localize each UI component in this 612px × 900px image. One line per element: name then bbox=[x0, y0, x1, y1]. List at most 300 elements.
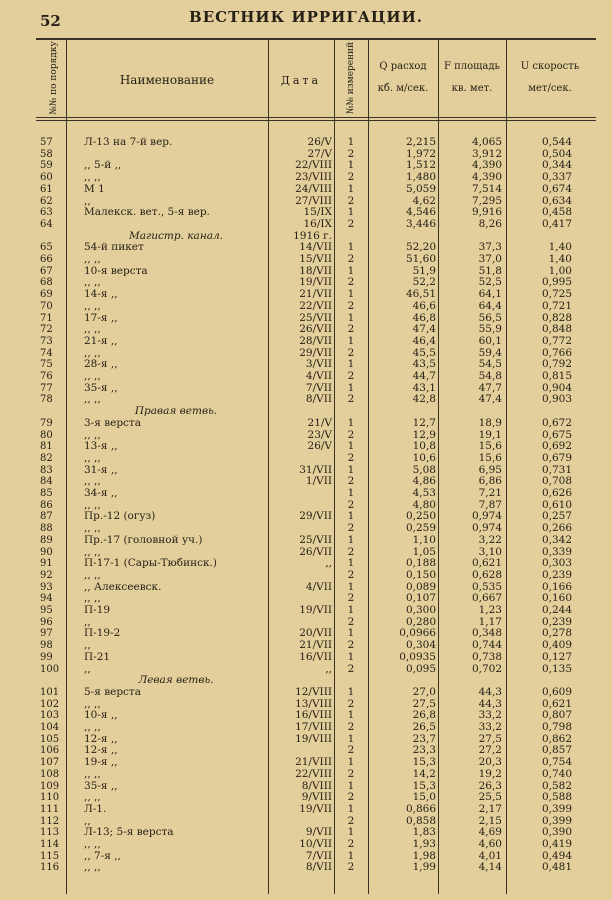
row-measurement: 1 bbox=[347, 849, 355, 862]
row-measurement: 1 bbox=[347, 709, 355, 722]
row-discharge: 0,858 bbox=[405, 814, 436, 827]
row-area: 15,6 bbox=[478, 451, 502, 464]
row-discharge: 26,5 bbox=[412, 721, 436, 733]
row-number: 101 bbox=[40, 686, 60, 698]
row-discharge: 51,60 bbox=[405, 253, 436, 265]
header-q-1: Q расход bbox=[379, 61, 427, 72]
row-velocity: 0,399 bbox=[541, 802, 572, 815]
row-area: 47,7 bbox=[478, 381, 502, 394]
row-name: ,, ,, bbox=[84, 370, 101, 382]
row-area: 20,3 bbox=[478, 756, 502, 769]
row-discharge: 23,7 bbox=[412, 732, 436, 745]
row-date: 10/VII bbox=[299, 838, 332, 850]
row-area: 0,621 bbox=[471, 557, 502, 570]
row-number: 111 bbox=[40, 803, 60, 815]
row-measurement: 2 bbox=[347, 428, 355, 441]
row-velocity: 0,244 bbox=[541, 604, 572, 616]
row-discharge: 51,9 bbox=[412, 264, 436, 277]
row-name: ,, ,, bbox=[84, 299, 101, 312]
row-number: 113 bbox=[40, 827, 60, 839]
row-discharge: 1,10 bbox=[412, 533, 436, 546]
row-date: 7/VII bbox=[305, 381, 332, 394]
row-velocity: 0,815 bbox=[541, 370, 572, 382]
row-measurement: 1 bbox=[347, 358, 355, 371]
row-date: 8/VIII bbox=[301, 779, 332, 792]
row-discharge: 15,3 bbox=[412, 779, 436, 792]
row-date: 25/VII bbox=[299, 311, 332, 324]
row-name: П-21 bbox=[84, 650, 111, 663]
row-name: ,, ,, bbox=[84, 592, 101, 605]
row-measurement: 2 bbox=[347, 299, 355, 312]
row-area: 6,86 bbox=[478, 475, 502, 488]
row-measurement: 1 bbox=[347, 732, 355, 745]
row-date: 26/VII bbox=[299, 323, 332, 336]
header-u-1: U скорость bbox=[520, 61, 580, 72]
row-number: 102 bbox=[40, 698, 60, 710]
row-velocity: 0,675 bbox=[541, 428, 572, 441]
row-number: 99 bbox=[40, 651, 53, 663]
row-number: 70 bbox=[40, 300, 53, 312]
row-number: 109 bbox=[40, 780, 60, 792]
row-number: 114 bbox=[40, 839, 60, 850]
row-name: 3-я верста bbox=[84, 416, 141, 429]
row-measurement: 2 bbox=[347, 838, 355, 850]
row-discharge: 0,250 bbox=[405, 510, 436, 523]
row-area: 37,0 bbox=[478, 253, 502, 265]
row-number: 68 bbox=[40, 277, 53, 289]
row-number: 83 bbox=[40, 464, 53, 476]
row-area: 4,14 bbox=[478, 861, 502, 874]
row-name: 54-й пикет bbox=[84, 241, 144, 254]
row-measurement: 2 bbox=[347, 498, 355, 511]
row-measurement: 1 bbox=[347, 311, 355, 324]
row-discharge: 1,93 bbox=[412, 838, 436, 850]
row-date: 1/VII bbox=[305, 475, 332, 488]
row-measurement: 1 bbox=[347, 463, 355, 476]
row-measurement: 2 bbox=[347, 592, 355, 605]
row-date: 14/VII bbox=[299, 241, 332, 254]
row-date: 21/V bbox=[307, 416, 332, 429]
row-area: 54,5 bbox=[478, 358, 502, 371]
row-date: 26/V bbox=[307, 440, 332, 453]
row-measurement: 2 bbox=[347, 370, 355, 382]
row-area: 9,916 bbox=[471, 206, 502, 219]
row-area: 44,3 bbox=[478, 697, 502, 710]
row-measurement: 2 bbox=[347, 721, 355, 733]
col-rule-6 bbox=[506, 39, 507, 894]
row-discharge: 0,280 bbox=[405, 615, 436, 628]
col-rule-1 bbox=[66, 39, 67, 894]
row-velocity: 0,303 bbox=[541, 557, 572, 570]
row-date: 3/VII bbox=[305, 358, 332, 371]
row-discharge: 0,304 bbox=[405, 639, 436, 652]
row-discharge: 0,150 bbox=[405, 568, 436, 581]
row-measurement: 2 bbox=[347, 791, 355, 804]
row-number: 74 bbox=[40, 347, 53, 359]
row-velocity: 0,798 bbox=[541, 721, 572, 733]
row-number: 66 bbox=[40, 254, 53, 265]
row-area: 7,21 bbox=[478, 487, 502, 499]
row-name: ,, ,, bbox=[84, 545, 101, 558]
row-measurement: 1 bbox=[347, 627, 355, 640]
table-top-rule bbox=[36, 38, 596, 40]
row-name: ,, ,, bbox=[84, 346, 101, 359]
row-name: Пр.-17 (головной уч.) bbox=[84, 533, 203, 546]
row-date: 28/VII bbox=[299, 334, 332, 347]
row-area: 1,17 bbox=[478, 615, 502, 628]
row-velocity: 0,337 bbox=[541, 171, 572, 184]
row-name: ,, ,, bbox=[84, 276, 101, 289]
row-velocity: 0,995 bbox=[541, 276, 572, 289]
row-number: 92 bbox=[40, 569, 53, 581]
row-area: 4,69 bbox=[478, 826, 502, 839]
row-area: 3,22 bbox=[478, 533, 502, 546]
row-area: 4,390 bbox=[471, 159, 502, 172]
row-velocity: 0,626 bbox=[541, 487, 572, 499]
row-measurement: 2 bbox=[347, 171, 355, 184]
row-name: 10-я ,, bbox=[84, 709, 118, 722]
row-number: 64 bbox=[40, 218, 53, 230]
row-name: Малекск. вет., 5-я вер. bbox=[84, 206, 210, 219]
row-number: 105 bbox=[40, 733, 60, 745]
row-velocity: 0,239 bbox=[541, 615, 572, 628]
row-name: Л-13; 5-я верста bbox=[84, 826, 174, 839]
row-area: 60,1 bbox=[478, 334, 502, 347]
row-discharge: 14,2 bbox=[412, 767, 436, 780]
row-discharge: 46,4 bbox=[412, 334, 436, 347]
row-area: 4,390 bbox=[471, 171, 502, 184]
row-date: ,, bbox=[325, 557, 332, 570]
row-number: 75 bbox=[40, 359, 53, 371]
row-velocity: 0,588 bbox=[541, 791, 572, 804]
row-name: ,, Алексеевск. bbox=[84, 580, 162, 593]
row-name: ,, ,, bbox=[84, 697, 101, 710]
row-number: 93 bbox=[40, 581, 53, 593]
row-measurement: 2 bbox=[347, 522, 355, 535]
row-area: 52,5 bbox=[478, 276, 502, 289]
row-measurement: 1 bbox=[347, 604, 355, 616]
row-discharge: 15,0 bbox=[412, 791, 436, 804]
header-bottom-rule-2 bbox=[36, 120, 596, 121]
row-number: 87 bbox=[40, 511, 53, 523]
row-discharge: 43,1 bbox=[412, 381, 436, 394]
row-date: 20/VII bbox=[299, 627, 332, 640]
row-area: 0,974 bbox=[471, 510, 502, 523]
row-velocity: 0,692 bbox=[541, 440, 572, 453]
row-date: 27/V bbox=[307, 147, 332, 160]
row-area: 4,065 bbox=[471, 136, 502, 148]
row-date: 19/VII bbox=[299, 802, 332, 815]
row-number: 88 bbox=[40, 523, 53, 535]
row-number: 98 bbox=[40, 640, 53, 652]
row-discharge: 27,0 bbox=[412, 685, 436, 698]
row-velocity: 0,409 bbox=[541, 639, 572, 652]
row-area: 8,26 bbox=[478, 217, 502, 230]
row-number: 61 bbox=[40, 183, 53, 195]
row-measurement: 2 bbox=[347, 393, 355, 406]
row-number: 112 bbox=[40, 815, 60, 827]
row-date: 31/VII bbox=[299, 463, 332, 476]
row-number: 79 bbox=[40, 417, 53, 429]
row-measurement: 1 bbox=[347, 440, 355, 453]
row-velocity: 0,160 bbox=[541, 592, 572, 605]
row-measurement: 2 bbox=[347, 217, 355, 230]
row-measurement: 1 bbox=[347, 650, 355, 663]
row-measurement: 1 bbox=[347, 288, 355, 301]
row-discharge: 52,2 bbox=[412, 276, 436, 289]
row-number: 85 bbox=[40, 488, 53, 499]
row-date: 15/IX bbox=[303, 206, 332, 219]
row-measurement: 1 bbox=[347, 779, 355, 792]
row-discharge: 1,05 bbox=[412, 545, 436, 558]
row-measurement: 2 bbox=[347, 615, 355, 628]
row-area: 27,2 bbox=[478, 744, 502, 757]
row-velocity: 0,390 bbox=[541, 826, 572, 839]
row-area: 33,2 bbox=[478, 721, 502, 733]
row-name: ,, 5-й ,, bbox=[84, 159, 122, 172]
row-discharge: 5,08 bbox=[412, 463, 436, 476]
row-date: 21/VII bbox=[299, 639, 332, 652]
row-measurement: 2 bbox=[347, 639, 355, 652]
row-date: 21/VIII bbox=[295, 756, 332, 769]
row-name: ,, ,, bbox=[84, 253, 101, 265]
row-area: 44,3 bbox=[478, 685, 502, 698]
section-heading: Левая ветвь. bbox=[138, 674, 214, 687]
row-measurement: 2 bbox=[347, 697, 355, 710]
row-measurement: 2 bbox=[347, 662, 355, 675]
row-number: 58 bbox=[40, 148, 53, 160]
row-measurement: 2 bbox=[347, 767, 355, 780]
row-discharge: 42,8 bbox=[412, 393, 436, 406]
row-discharge: 27,5 bbox=[412, 697, 436, 710]
row-name: ,, ,, bbox=[84, 171, 101, 184]
row-discharge: 4,86 bbox=[412, 475, 436, 488]
row-name: 5-я верста bbox=[84, 685, 141, 698]
row-area: 55,9 bbox=[478, 323, 502, 336]
row-number: 97 bbox=[40, 628, 53, 640]
row-velocity: 0,679 bbox=[541, 451, 572, 464]
row-name: 35-я ,, bbox=[84, 779, 118, 792]
row-number: 104 bbox=[40, 722, 60, 733]
row-measurement: 2 bbox=[347, 276, 355, 289]
row-number: 81 bbox=[40, 441, 53, 453]
header-f-2: кв. мет. bbox=[451, 83, 493, 94]
row-name: 31-я ,, bbox=[84, 463, 118, 476]
row-area: 0,974 bbox=[471, 522, 502, 535]
row-discharge: 47,4 bbox=[412, 323, 436, 336]
header-name: Наименование bbox=[119, 73, 215, 87]
row-date: 16/VIII bbox=[295, 709, 332, 722]
row-number: 89 bbox=[40, 534, 53, 546]
row-measurement: 2 bbox=[347, 475, 355, 488]
row-number: 77 bbox=[40, 382, 53, 394]
row-name: ,, bbox=[84, 639, 91, 652]
row-date: 29/VII bbox=[299, 346, 332, 359]
row-name: 13-я ,, bbox=[84, 440, 118, 453]
row-area: 3,10 bbox=[478, 545, 502, 558]
row-name: ,, ,, bbox=[84, 428, 101, 441]
row-area: 26,3 bbox=[478, 779, 502, 792]
row-date: 13/VIII bbox=[295, 697, 332, 710]
row-measurement: 2 bbox=[347, 545, 355, 558]
row-discharge: 1,512 bbox=[405, 159, 436, 172]
row-number: 115 bbox=[40, 850, 60, 862]
row-name: ,, ,, bbox=[84, 721, 101, 733]
header-f-1: F площадь bbox=[443, 61, 500, 72]
row-discharge: 1,98 bbox=[412, 849, 436, 862]
row-date: 25/VII bbox=[299, 533, 332, 546]
row-name: ,, bbox=[84, 615, 91, 628]
row-velocity: 0,257 bbox=[541, 510, 572, 523]
row-discharge: 0,107 bbox=[405, 592, 436, 605]
row-velocity: 0,807 bbox=[541, 709, 572, 722]
row-area: 4,01 bbox=[478, 849, 502, 862]
row-measurement: 1 bbox=[347, 826, 355, 839]
row-date: 8/VII bbox=[305, 861, 332, 874]
row-name: 14-я ,, bbox=[84, 288, 118, 301]
row-name: П-19-2 bbox=[84, 627, 121, 640]
row-date: 7/VII bbox=[305, 849, 332, 862]
row-discharge: 1,99 bbox=[412, 861, 436, 874]
row-discharge: 2,215 bbox=[405, 136, 436, 148]
row-date: 22/VIII bbox=[295, 767, 332, 780]
row-name: 12-я ,, bbox=[84, 732, 118, 745]
row-number: 86 bbox=[40, 499, 53, 511]
row-date: 19/VIII bbox=[295, 732, 332, 745]
header-date: Дата bbox=[280, 74, 322, 87]
row-measurement: 2 bbox=[347, 194, 355, 207]
row-number: 100 bbox=[40, 663, 60, 675]
row-name: Л-13 на 7-й вер. bbox=[84, 136, 173, 148]
row-measurement: 2 bbox=[347, 568, 355, 581]
row-measurement: 1 bbox=[347, 182, 355, 195]
row-number: 63 bbox=[40, 207, 53, 219]
row-velocity: 0,772 bbox=[541, 334, 572, 347]
row-area: 7,295 bbox=[471, 194, 502, 207]
row-date: 23/VIII bbox=[295, 171, 332, 184]
section-heading: Магистр. канал. bbox=[128, 229, 224, 242]
row-measurement: 1 bbox=[347, 487, 355, 499]
row-name: 19-я ,, bbox=[84, 756, 118, 769]
row-velocity: 0,344 bbox=[541, 159, 572, 172]
row-number: 103 bbox=[40, 710, 60, 722]
row-measurement: 2 bbox=[347, 451, 355, 464]
row-name: П-19 bbox=[84, 604, 111, 616]
row-discharge: 4,546 bbox=[405, 206, 436, 219]
row-discharge: 44,7 bbox=[412, 370, 436, 382]
row-discharge: 0,259 bbox=[405, 522, 436, 535]
row-velocity: 0,862 bbox=[541, 732, 572, 745]
row-number: 69 bbox=[40, 289, 53, 301]
row-name: 10-я верста bbox=[84, 264, 148, 277]
row-discharge: 46,6 bbox=[412, 299, 436, 312]
row-velocity: 0,672 bbox=[541, 416, 572, 429]
row-date: 21/VII bbox=[299, 288, 332, 301]
row-discharge: 0,866 bbox=[405, 802, 436, 815]
row-date: 15/VII bbox=[299, 253, 332, 265]
row-date: 4/VII bbox=[305, 370, 332, 382]
row-velocity: 0,458 bbox=[541, 206, 572, 219]
row-discharge: 1,972 bbox=[405, 147, 436, 160]
row-area: 7,514 bbox=[471, 182, 502, 195]
row-velocity: 0,481 bbox=[541, 861, 572, 874]
row-discharge: 26,8 bbox=[412, 709, 436, 722]
row-number: 107 bbox=[40, 757, 60, 769]
row-name: ,, ,, bbox=[84, 393, 101, 406]
row-area: 56,5 bbox=[478, 311, 502, 324]
row-discharge: 15,3 bbox=[412, 756, 436, 769]
row-area: 0,738 bbox=[471, 650, 502, 663]
row-discharge: 46,51 bbox=[405, 288, 436, 301]
row-velocity: 0,792 bbox=[541, 358, 572, 371]
row-name: 28-я ,, bbox=[84, 358, 118, 371]
row-velocity: 0,544 bbox=[541, 136, 572, 148]
row-name: 35-я ,, bbox=[84, 381, 118, 394]
row-velocity: 0,417 bbox=[541, 217, 572, 230]
row-measurement: 1 bbox=[347, 533, 355, 546]
row-measurement: 1 bbox=[347, 685, 355, 698]
row-velocity: 0,135 bbox=[541, 662, 572, 675]
row-area: 47,4 bbox=[478, 393, 502, 406]
row-measurement: 1 bbox=[347, 136, 355, 148]
row-velocity: 0,857 bbox=[541, 744, 572, 757]
row-date: 9/VII bbox=[305, 826, 332, 839]
row-velocity: 0,127 bbox=[541, 650, 572, 663]
row-number: 76 bbox=[40, 371, 53, 382]
row-measurement: 2 bbox=[347, 814, 355, 827]
row-velocity: 0,339 bbox=[541, 545, 572, 558]
row-measurement: 1 bbox=[347, 206, 355, 219]
row-name: ,, ,, bbox=[84, 767, 101, 780]
row-area: 0,702 bbox=[471, 662, 502, 675]
row-area: 19,2 bbox=[478, 767, 502, 780]
row-area: 51,8 bbox=[478, 264, 502, 277]
row-measurement: 2 bbox=[347, 253, 355, 265]
row-name: ,, ,, bbox=[84, 498, 101, 511]
row-velocity: 0,674 bbox=[541, 182, 572, 195]
row-number: 84 bbox=[40, 476, 53, 488]
row-discharge: 45,5 bbox=[412, 346, 436, 359]
row-area: 19,1 bbox=[478, 428, 502, 441]
row-area: 1,23 bbox=[478, 604, 502, 616]
row-measurement: 1 bbox=[347, 334, 355, 347]
row-name: ,, ,, bbox=[84, 568, 101, 581]
row-velocity: 0,740 bbox=[541, 767, 572, 780]
row-date: 22/VII bbox=[299, 299, 332, 312]
row-number: 73 bbox=[40, 335, 53, 347]
row-number: 65 bbox=[40, 242, 53, 254]
row-number: 71 bbox=[40, 312, 53, 324]
row-discharge: 0,0935 bbox=[399, 650, 436, 663]
row-area: 0,535 bbox=[471, 580, 502, 593]
row-number: 78 bbox=[40, 394, 53, 406]
row-area: 15,6 bbox=[478, 440, 502, 453]
row-area: 59,4 bbox=[478, 346, 502, 359]
header-u-2: мет/сек. bbox=[528, 83, 572, 94]
row-number: 67 bbox=[40, 265, 53, 277]
row-velocity: 1,40 bbox=[548, 253, 572, 265]
row-measurement: 1 bbox=[347, 580, 355, 593]
row-date: 16/VII bbox=[299, 650, 332, 663]
row-velocity: 0,766 bbox=[541, 346, 572, 359]
header-q-2: кб. м/сек. bbox=[377, 83, 429, 94]
row-number: 57 bbox=[40, 137, 53, 148]
row-number: 94 bbox=[40, 593, 53, 605]
row-velocity: 0,342 bbox=[541, 533, 572, 546]
row-discharge: 10,6 bbox=[412, 451, 436, 464]
row-number: 116 bbox=[40, 862, 60, 874]
row-name: ,, ,, bbox=[84, 861, 101, 874]
